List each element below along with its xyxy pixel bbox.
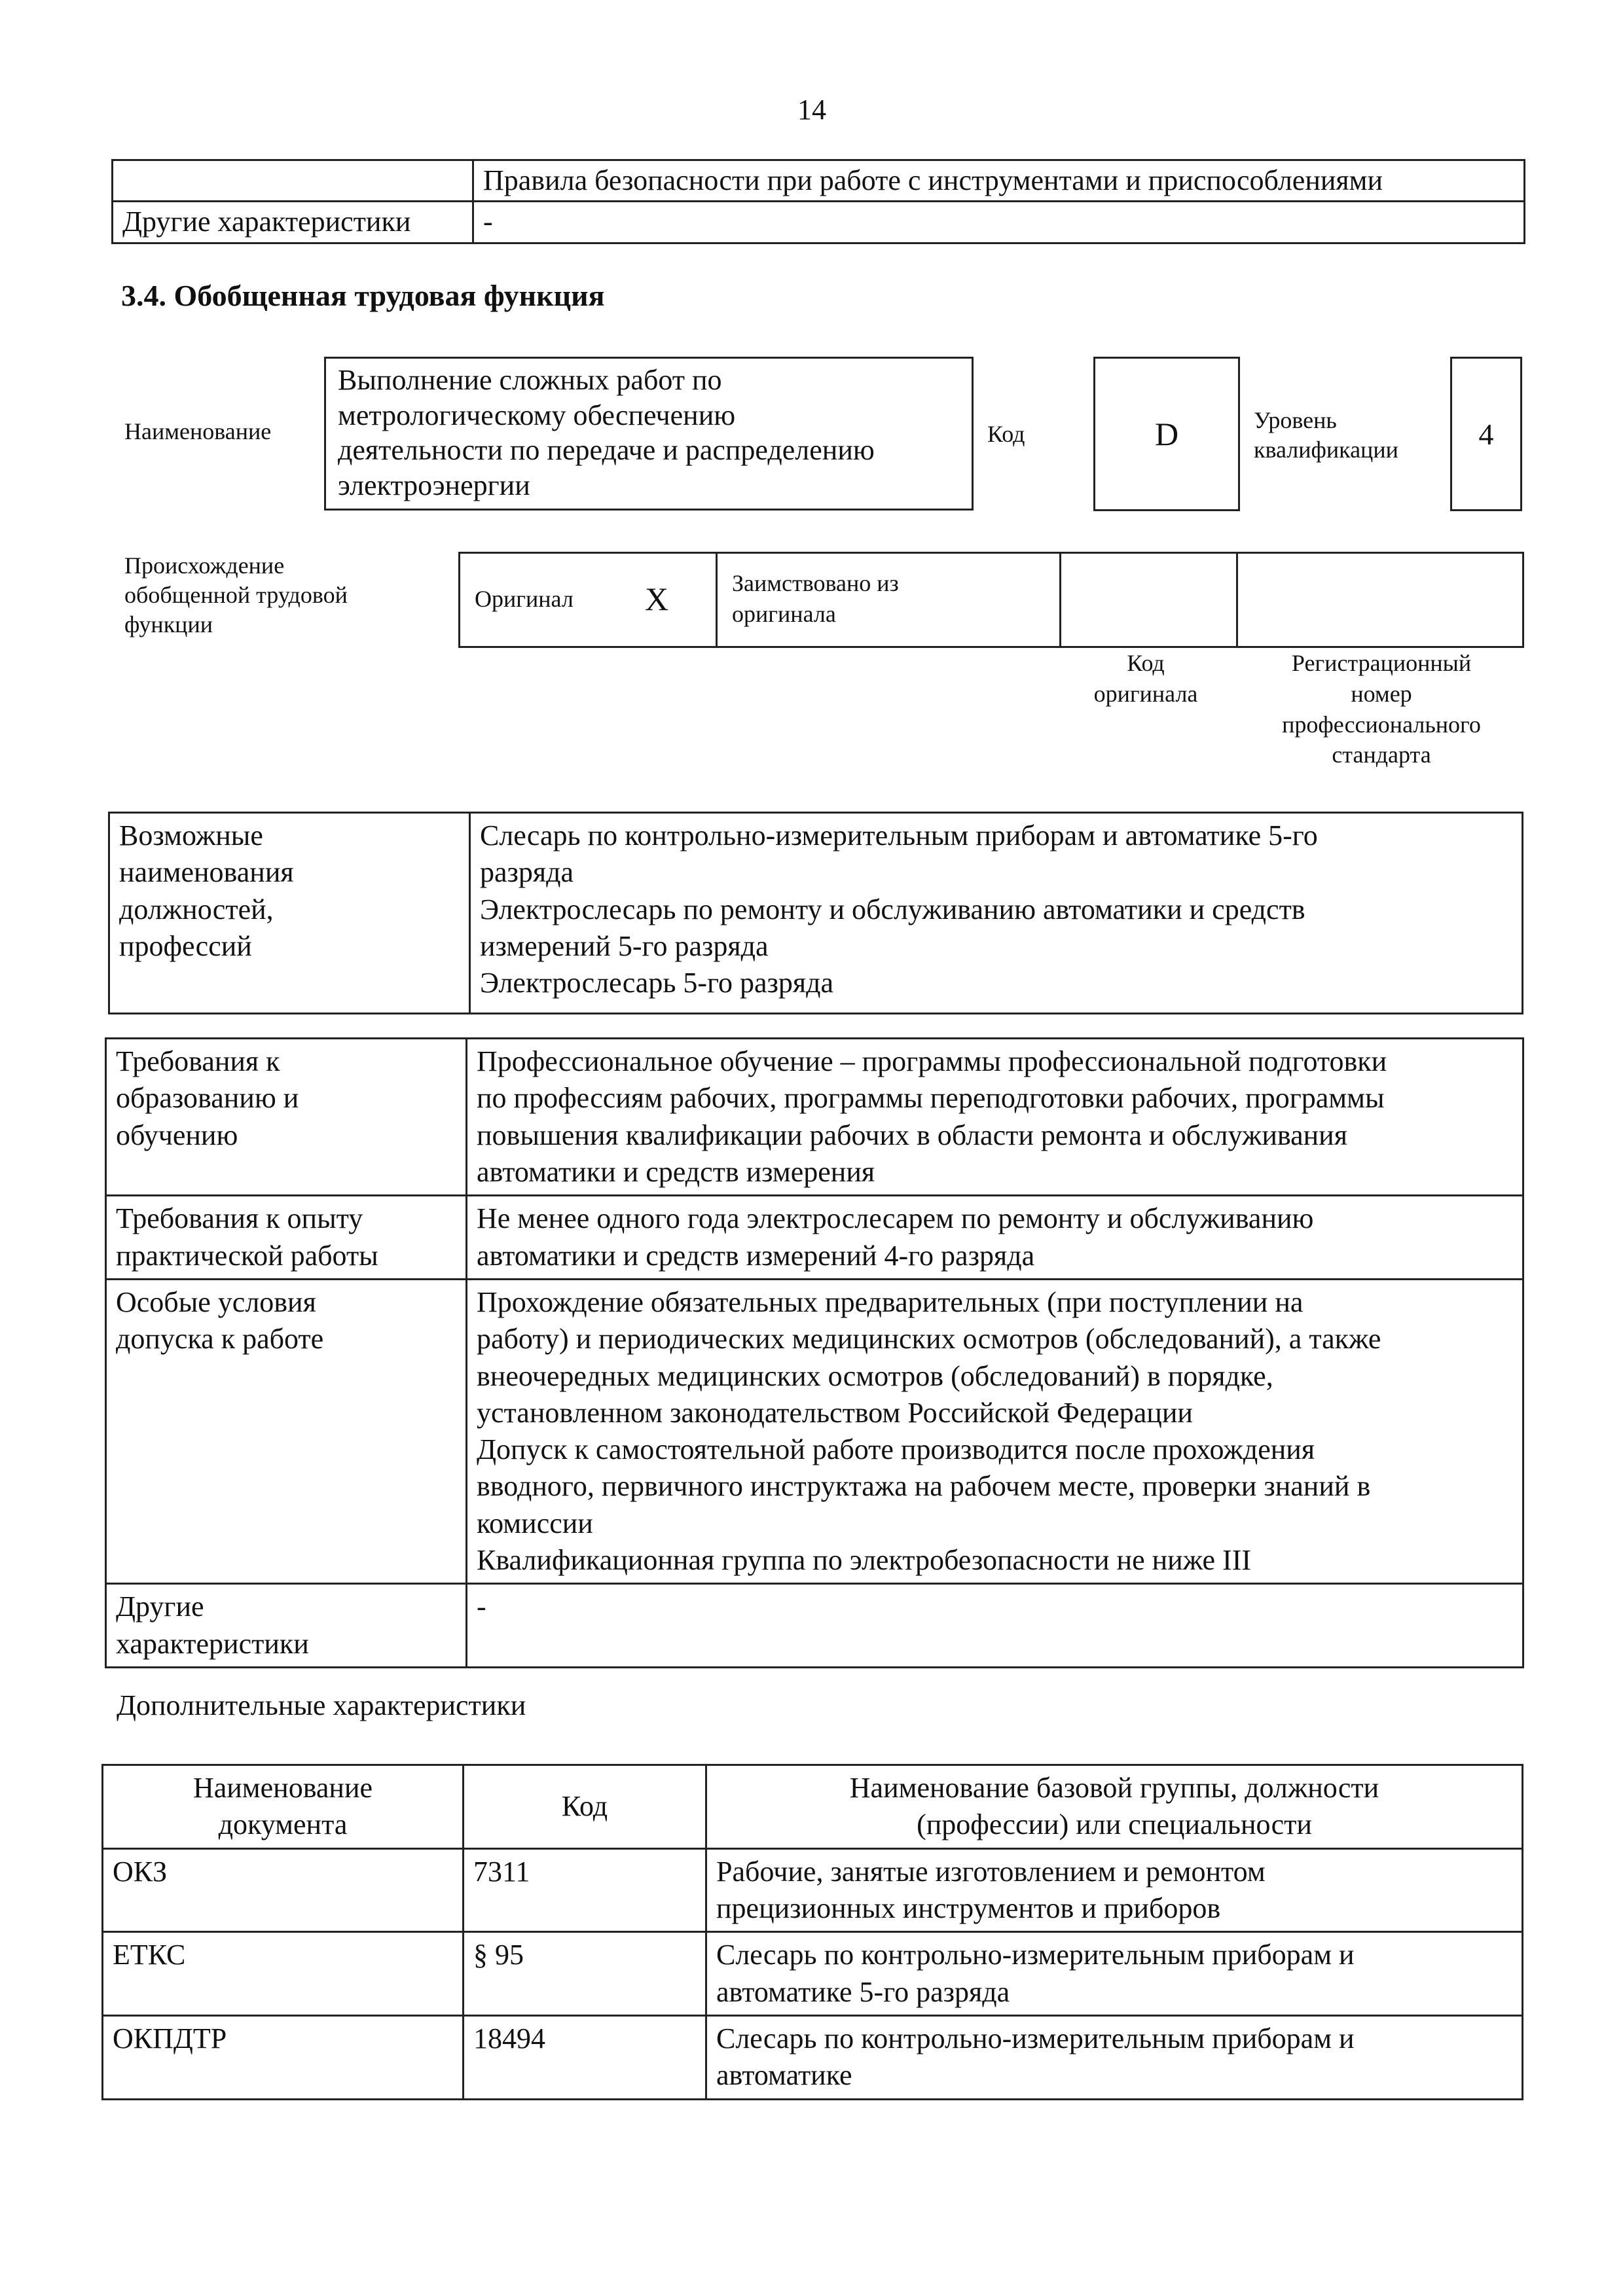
table-cell: ЕТКС xyxy=(103,1932,464,2016)
table-cell: § 95 xyxy=(464,1932,706,2016)
code-caption: Код оригинала xyxy=(1093,650,1198,707)
table-row xyxy=(113,160,1525,202)
table-cell: Не менее одного года электрослесарем по ремонту и обслуживанию автоматики и средств измерений 4-го разряда xyxy=(467,1196,1523,1280)
table-row xyxy=(106,1196,1523,1280)
level-label: Уровень квалификации xyxy=(1254,407,1398,463)
table-cell: Требования к образованию и обучению xyxy=(106,1039,467,1196)
table-header: Наименование документа xyxy=(103,1765,464,1849)
table-cell: Требования к опыту практической работы xyxy=(106,1196,467,1280)
additional-table xyxy=(101,1764,1523,2100)
table-row xyxy=(106,1584,1523,1668)
additional-title: Дополнительные характеристики xyxy=(117,1689,526,1721)
table-row xyxy=(106,1279,1523,1584)
table-cell: Правила безопасности при работе с инструментами и приспособлениями xyxy=(473,160,1525,202)
code-label: Код xyxy=(987,421,1025,447)
table-cell: Слесарь по контрольно-измерительным приборам и автоматике xyxy=(706,2015,1523,2099)
origin-label: Происхождение обобщенной трудовой функции xyxy=(124,552,348,637)
table-cell: Другие характеристики xyxy=(106,1584,467,1668)
table-cell: - xyxy=(467,1584,1523,1668)
origin-table xyxy=(458,552,1524,648)
top-table xyxy=(111,159,1525,244)
level-value-box xyxy=(1450,357,1522,511)
function-name-box xyxy=(324,357,974,511)
table-cell: Другие характеристики xyxy=(113,202,473,243)
function-name-line: деятельности по передаче и распределению xyxy=(338,434,875,467)
function-name-line: метрологическому обеспечению xyxy=(338,399,736,431)
table-cell: Особые условия допуска к работе xyxy=(106,1279,467,1584)
section-title: 3.4. Обобщенная трудовая функция xyxy=(121,279,605,312)
table-cell: 18494 xyxy=(464,2015,706,2099)
table-row xyxy=(103,1765,1523,1849)
page-number: 14 xyxy=(797,94,826,126)
table-cell: ОКПДТР xyxy=(103,2015,464,2099)
function-name-line: Выполнение сложных работ по xyxy=(338,364,722,396)
positions-table xyxy=(108,812,1523,1014)
table-row xyxy=(103,1848,1523,1932)
function-name-line: электроэнергии xyxy=(338,469,530,502)
table-cell: ОКЗ xyxy=(103,1848,464,1932)
table-cell: Профессиональное обучение – программы профессиональной подготовки по профессиям рабочих, программы переподготовки рабочих, программы повышения квалификации рабочих в области ремонта и обслуживания автоматики и средств измерения xyxy=(467,1039,1523,1196)
table-cell: Слесарь по контрольно-измерительным приборам и автоматике 5-го разряда xyxy=(706,1932,1523,2016)
code-value: D xyxy=(1154,416,1179,452)
name-label: Наименование xyxy=(124,418,272,444)
requirements-table xyxy=(105,1037,1524,1668)
table-cell xyxy=(113,160,473,202)
code-value-box xyxy=(1093,357,1240,511)
table-row xyxy=(109,813,1523,1014)
table-row xyxy=(113,202,1525,243)
table-header: Код xyxy=(464,1765,706,1849)
table-cell: Прохождение обязательных предварительных (при поступлении на работу) и периодических медицинских осмотров (обследований), а также внеочередных медицинских осмотров (обследований) в порядке, установленном законодательством Российской Федерации Допуск к самостоятельной работе производится после прохождения вводного, первичного инструктажа на рабочем месте, проверки знаний в комиссии Квалификационная группа по электробезопасности не ниже III xyxy=(467,1279,1523,1584)
original-mark: X xyxy=(645,581,669,617)
table-cell: Рабочие, занятые изготовлением и ремонтом прецизионных инструментов и приборов xyxy=(706,1848,1523,1932)
table-cell: 7311 xyxy=(464,1848,706,1932)
original-label: Оригинал xyxy=(475,586,574,612)
table-row xyxy=(103,1932,1523,2016)
borrowed-label: Заимствовано из оригинала xyxy=(732,570,899,627)
table-row xyxy=(106,1039,1523,1196)
level-value: 4 xyxy=(1478,417,1494,451)
table-cell: Возможные наименования должностей, профессий xyxy=(109,813,470,1014)
reg-number-caption: Регистрационный номер профессионального стандарта xyxy=(1282,650,1481,768)
table-cell: - xyxy=(473,202,1525,243)
table-row xyxy=(103,2015,1523,2099)
table-header: Наименование базовой группы, должности (профессии) или специальности xyxy=(706,1765,1523,1849)
table-cell: Слесарь по контрольно-измерительным приборам и автоматике 5-го разряда Электрослесарь по ремонту и обслуживанию автоматики и средств измерений 5-го разряда Электрослесарь 5-го разряда xyxy=(470,813,1523,1014)
